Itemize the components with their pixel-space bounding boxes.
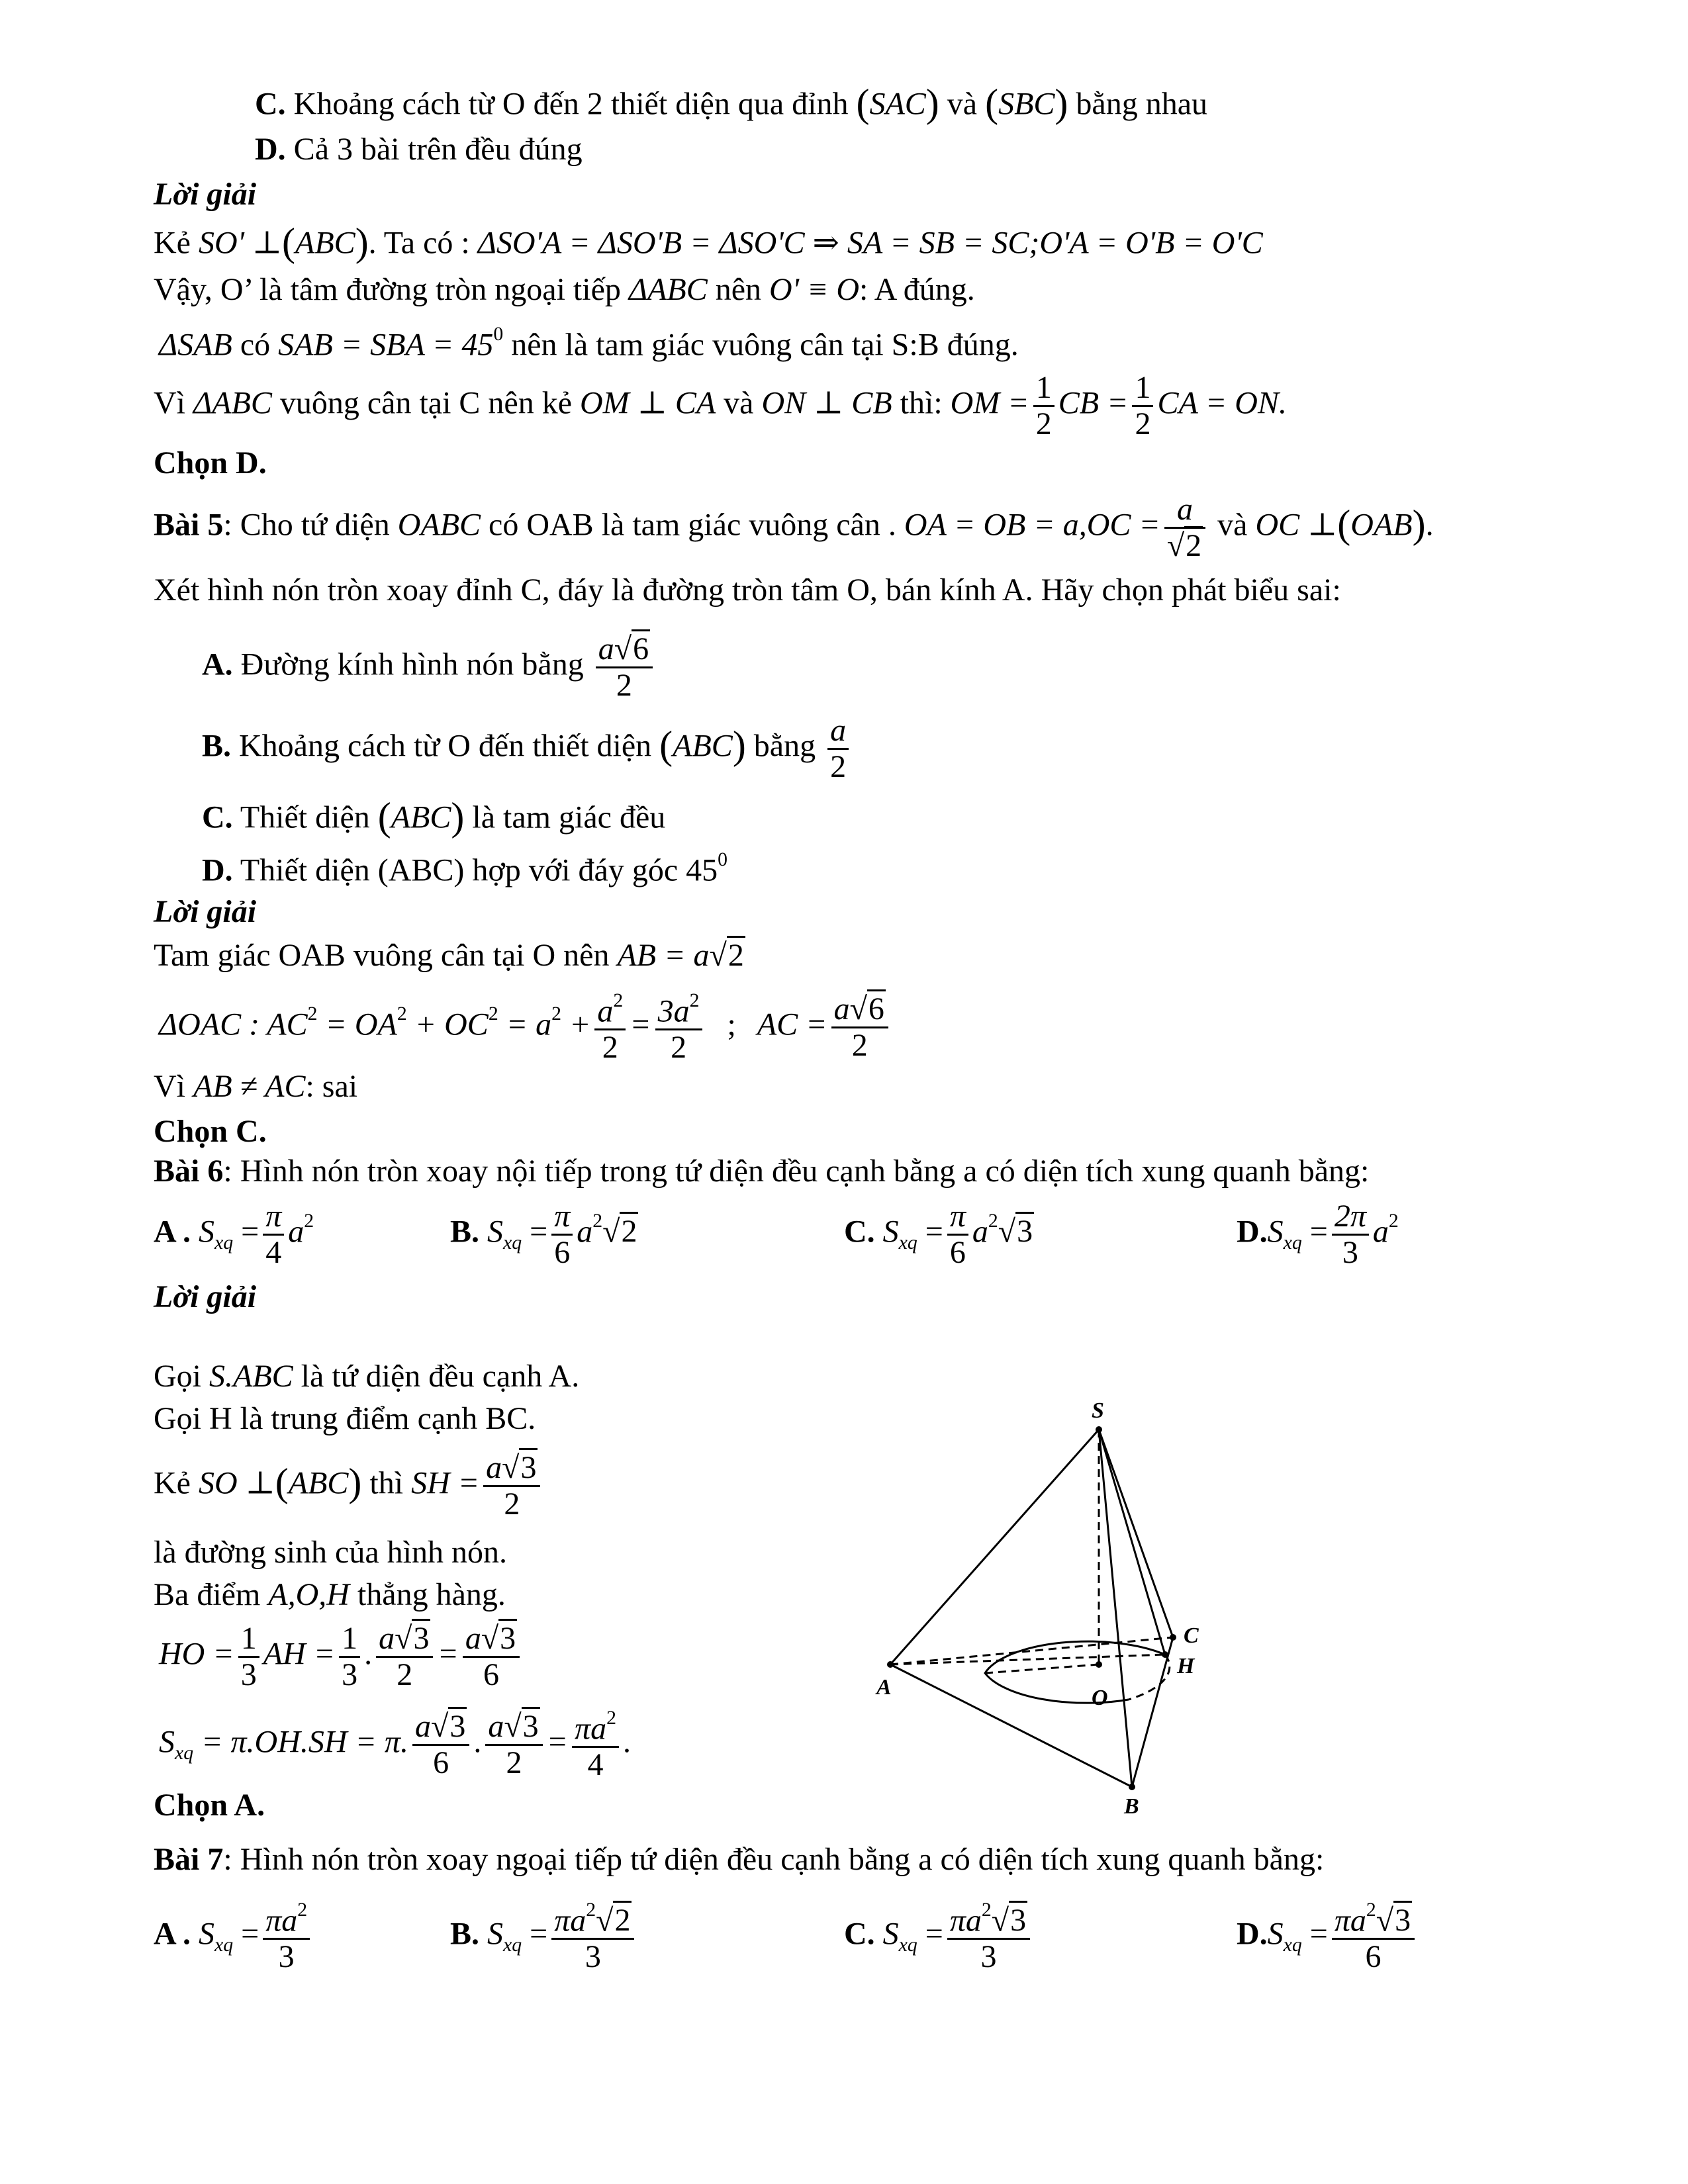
math-a: a bbox=[1372, 1214, 1389, 1250]
numerator: 2π bbox=[1332, 1199, 1369, 1236]
numerator: a bbox=[488, 1709, 504, 1745]
bai7-option-b bbox=[450, 1899, 638, 1974]
fraction-half bbox=[1033, 371, 1055, 441]
radius-hidden bbox=[985, 1664, 1099, 1673]
bai5-option-d bbox=[202, 848, 727, 889]
option-label: D. bbox=[1237, 1214, 1268, 1250]
option-label: A . bbox=[154, 1214, 191, 1250]
exponent: 2 bbox=[304, 1210, 314, 1232]
denominator: 2 bbox=[830, 749, 847, 784]
bai5-option-c: C. Thiết diện (ABC) là tam giác đều bbox=[202, 795, 666, 839]
exponent: 2 bbox=[551, 1003, 561, 1025]
numerator: π bbox=[551, 1199, 573, 1236]
math-a: a bbox=[288, 1214, 305, 1250]
radicand: 3 bbox=[522, 1707, 540, 1744]
radicand: 3 bbox=[1393, 1901, 1412, 1938]
fraction bbox=[1332, 1199, 1369, 1270]
exponent: 2 bbox=[981, 1899, 992, 1921]
text: thì: bbox=[900, 385, 943, 421]
option-label: B. bbox=[450, 1214, 480, 1250]
equals: = bbox=[437, 1636, 459, 1672]
radicand: 3 bbox=[1015, 1212, 1034, 1249]
subscript: xq bbox=[898, 1231, 917, 1253]
bai6-answer: Chọn A. bbox=[154, 1788, 265, 1823]
math-s: S bbox=[159, 1724, 175, 1760]
denominator: 2 bbox=[504, 1486, 520, 1522]
denominator: 4 bbox=[265, 1234, 282, 1270]
bai7-option-a bbox=[154, 1899, 314, 1974]
bai5-option-b: B. Khoảng cách từ O đến thiết diện (ABC) bằng $\frac{a}{2}$ bbox=[202, 713, 853, 784]
bai4-solution-line2 bbox=[154, 271, 975, 308]
option-label: C. bbox=[202, 799, 233, 835]
fraction bbox=[572, 1707, 619, 1782]
tetrahedron-figure bbox=[861, 1383, 1271, 1820]
fraction bbox=[238, 1621, 259, 1692]
math-congruent-triangles: ΔSO'A = ΔSO'B = ΔSO'C ⇒ SA = SB = SC;O'A = O'B = O'C bbox=[477, 225, 1263, 261]
numerator: πa bbox=[949, 1903, 982, 1938]
denominator: 2 bbox=[1035, 406, 1052, 441]
numerator: πa bbox=[554, 1903, 586, 1938]
numerator: π bbox=[263, 1199, 284, 1236]
equals: = bbox=[241, 1214, 259, 1250]
problem-label: Bài 6 bbox=[154, 1154, 224, 1189]
point-s bbox=[1096, 1426, 1102, 1433]
edge-sc bbox=[1099, 1430, 1173, 1637]
exponent: 2 bbox=[613, 989, 624, 1011]
option-label: D. bbox=[1237, 1916, 1268, 1952]
numerator: 1 bbox=[1033, 371, 1055, 407]
bai4-solution-line4 bbox=[154, 371, 1287, 441]
math-a: a bbox=[577, 1214, 593, 1250]
radicand: 3 bbox=[498, 1619, 517, 1656]
numerator: πa bbox=[1334, 1903, 1366, 1938]
radicand: 2 bbox=[613, 1901, 632, 1938]
math: = a bbox=[506, 1007, 552, 1042]
cone-base-back bbox=[1129, 1655, 1170, 1700]
math: AC = bbox=[757, 1007, 827, 1042]
dot: . bbox=[473, 1724, 482, 1760]
numerator: a bbox=[833, 991, 850, 1027]
label-b: B bbox=[1124, 1794, 1139, 1819]
math-s: S bbox=[199, 1214, 215, 1250]
math: = π.OH.SH = π. bbox=[201, 1724, 408, 1760]
bai5-solution-line2 bbox=[159, 990, 892, 1065]
math-ab-neq-ac: AB ≠ AC bbox=[193, 1069, 306, 1104]
subscript: xq bbox=[503, 1933, 522, 1956]
dot: . bbox=[364, 1636, 373, 1672]
option-text: Khoảng cách từ O đến 2 thiết diện qua đỉnh bbox=[293, 86, 849, 122]
text: thì bbox=[369, 1465, 404, 1501]
math: = OA bbox=[325, 1007, 397, 1042]
math-s: S bbox=[487, 1214, 504, 1250]
numerator: 1 bbox=[238, 1621, 259, 1658]
option-text: Đường kính hình nón bằng bbox=[240, 647, 584, 682]
option-label: C. bbox=[844, 1214, 875, 1250]
math-om-perp-ca: OM ⊥ CA bbox=[580, 385, 716, 421]
math-s: S bbox=[1267, 1916, 1284, 1952]
text: và bbox=[724, 385, 754, 421]
loi-giai-heading: Lời giải bbox=[154, 1279, 257, 1314]
denominator: 2 bbox=[1135, 406, 1151, 441]
option-label: B. bbox=[450, 1916, 480, 1952]
math-s: S bbox=[1267, 1214, 1284, 1250]
radicand: 2 bbox=[620, 1212, 638, 1249]
math: + OC bbox=[414, 1007, 489, 1042]
math-s: S bbox=[199, 1916, 215, 1952]
denominator: 2 bbox=[397, 1657, 413, 1692]
plane-oab: OAB bbox=[1350, 507, 1413, 543]
fraction: $\frac{\pi a^2√3}{6}$ bbox=[1332, 1899, 1415, 1974]
exponent: 2 bbox=[488, 1003, 498, 1025]
point-h bbox=[1162, 1651, 1168, 1658]
problem-label: Bài 7 bbox=[154, 1842, 224, 1877]
label-o: O bbox=[1092, 1686, 1108, 1710]
numerator: πa bbox=[575, 1711, 607, 1747]
fraction-a-over-sqrt2: $\frac{a}{√2}$ bbox=[1164, 492, 1205, 563]
exponent: 2 bbox=[397, 1003, 407, 1025]
math-aoh: A,O,H bbox=[268, 1577, 350, 1612]
fraction: $\frac{\pi a^2√2}{3}$ bbox=[551, 1899, 634, 1974]
math: = bbox=[630, 1007, 651, 1042]
fraction: $\frac{a√3}{2}$ bbox=[485, 1709, 542, 1780]
plane-abc: ABC bbox=[288, 1465, 349, 1501]
radicand: 3 bbox=[412, 1619, 430, 1656]
label-c: C bbox=[1184, 1623, 1199, 1648]
denominator: 3 bbox=[585, 1939, 601, 1975]
denominator: 6 bbox=[483, 1657, 499, 1692]
math-triangle-abc: ΔABC bbox=[193, 385, 272, 421]
word-and: và bbox=[947, 86, 978, 122]
math-angle-45: SAB = SBA = 45 bbox=[278, 327, 494, 363]
denominator: 2 bbox=[671, 1030, 687, 1066]
bai6-solution-line4: là đường sinh của hình nón. bbox=[154, 1535, 507, 1570]
text: nên bbox=[715, 272, 762, 307]
denominator: 4 bbox=[587, 1747, 604, 1783]
option-text: bằng bbox=[753, 728, 816, 764]
denominator: 6 bbox=[949, 1234, 966, 1270]
option-label: D. bbox=[255, 132, 286, 167]
math: CA = ON. bbox=[1157, 385, 1287, 421]
bai6-solution-line3: Kẻ SO ⊥(ABC) thì SH = $\frac{a√3}{2}$ bbox=[154, 1451, 544, 1522]
numerator: πa bbox=[265, 1903, 298, 1938]
math-sabc: S.ABC bbox=[209, 1359, 293, 1394]
fraction bbox=[339, 1621, 360, 1692]
option-label: A. bbox=[202, 647, 233, 682]
period: . bbox=[622, 1724, 631, 1760]
text: Gọi bbox=[154, 1359, 201, 1394]
subscript: xq bbox=[214, 1231, 234, 1253]
math: + bbox=[569, 1007, 591, 1042]
text: Ba điểm bbox=[154, 1577, 261, 1612]
fraction: $\frac{a√3}{2}$ bbox=[483, 1451, 540, 1522]
denominator: 2 bbox=[616, 667, 632, 703]
math-s: S bbox=[882, 1214, 899, 1250]
numerator: 3a bbox=[657, 993, 690, 1029]
exponent: 2 bbox=[988, 1210, 998, 1232]
denominator: 3 bbox=[980, 1939, 997, 1975]
equals: = bbox=[925, 1916, 943, 1952]
bai5-solution-line3 bbox=[154, 1068, 357, 1105]
denominator: 2 bbox=[851, 1027, 868, 1063]
text: Kẻ bbox=[154, 1465, 191, 1501]
denominator: 6 bbox=[554, 1234, 571, 1270]
point-a bbox=[887, 1661, 894, 1668]
math: AH = bbox=[263, 1636, 336, 1672]
fraction bbox=[263, 1899, 310, 1974]
text: Vì bbox=[154, 385, 185, 421]
math-so-perp: SO' ⊥ bbox=[198, 225, 283, 261]
text: có bbox=[240, 327, 271, 363]
loi-giai-heading: Lời giải bbox=[154, 177, 257, 212]
fraction: $\frac{a√3}{6}$ bbox=[463, 1621, 520, 1692]
text: Vì bbox=[154, 1069, 185, 1104]
bai6-option-d bbox=[1237, 1199, 1399, 1270]
math-oabc: OABC bbox=[397, 507, 481, 543]
point-c bbox=[1170, 1634, 1176, 1641]
problem-label: Bài 5 bbox=[154, 507, 224, 543]
radicand: 2 bbox=[1184, 526, 1203, 563]
fraction bbox=[655, 990, 702, 1065]
text: : A đúng. bbox=[859, 272, 975, 307]
label-h: H bbox=[1177, 1654, 1195, 1678]
bai5-question: Bài 5: Cho tứ diện OABC có OAB là tam giác vuông cân . OA = OB = a,OC = $\frac{a}{√2}$ và OC ⊥(OAB). bbox=[154, 492, 1434, 563]
math-triangle-abc: ΔABC bbox=[628, 272, 708, 307]
text: Tam giác OAB vuông cân tại O nên bbox=[154, 938, 610, 973]
fraction: $\frac{\pi a^2√3}{3}$ bbox=[947, 1899, 1030, 1974]
period: . bbox=[1425, 507, 1434, 543]
option-label: C. bbox=[844, 1916, 875, 1952]
subscript: xq bbox=[1283, 1933, 1302, 1956]
math-a: a bbox=[972, 1214, 988, 1250]
text: : Hình nón tròn xoay ngoại tiếp tứ diện đều cạnh bằng a có diện tích xung quanh bằng: bbox=[223, 1842, 1325, 1877]
cone-base-front bbox=[985, 1641, 1165, 1703]
numerator: a bbox=[1164, 492, 1205, 529]
math-s: S bbox=[487, 1916, 504, 1952]
text: là tứ diện đều cạnh A. bbox=[301, 1359, 580, 1394]
bai6-question bbox=[154, 1153, 1369, 1189]
math-s: S bbox=[882, 1916, 899, 1952]
bai6-solution-line1 bbox=[154, 1358, 579, 1394]
bai6-solution-line6 bbox=[159, 1621, 524, 1692]
denominator: 3 bbox=[342, 1657, 358, 1692]
math: HO = bbox=[159, 1636, 234, 1672]
bai4-option-c: C. Khoảng cách từ O đến 2 thiết diện qua đỉnh (SAC) và (SBC) bằng nhau bbox=[255, 81, 1208, 125]
numerator: a bbox=[486, 1450, 502, 1485]
numerator: 1 bbox=[339, 1621, 360, 1658]
equals: = bbox=[241, 1916, 259, 1952]
plane-abc: ABC bbox=[391, 799, 451, 835]
equals: = bbox=[530, 1916, 548, 1952]
text: Vậy, O’ là tâm đường tròn ngoại tiếp bbox=[154, 272, 621, 307]
numerator: 1 bbox=[1132, 371, 1153, 407]
text: : Hình nón tròn xoay nội tiếp trong tứ diện đều cạnh bằng a có diện tích xung quanh bằng: bbox=[223, 1154, 1370, 1189]
loi-giai-heading: Lời giải bbox=[154, 894, 257, 929]
denominator: 6 bbox=[433, 1745, 449, 1780]
option-label: C. bbox=[255, 86, 286, 122]
math-ab: AB = a bbox=[617, 938, 710, 973]
text: và bbox=[1217, 507, 1248, 543]
radicand: 3 bbox=[1009, 1901, 1027, 1938]
fraction: $\frac{a√3}{2}$ bbox=[376, 1621, 433, 1692]
fraction bbox=[947, 1199, 968, 1270]
option-label: A . bbox=[154, 1916, 191, 1952]
radicand: 3 bbox=[448, 1707, 467, 1744]
fraction: $\frac{a√6}{2}$ bbox=[831, 992, 888, 1063]
subscript: xq bbox=[503, 1231, 522, 1253]
label-a: A bbox=[876, 1675, 892, 1700]
equals: = bbox=[1309, 1916, 1328, 1952]
option-text: Khoảng cách từ O đến thiết diện bbox=[239, 728, 652, 764]
bai7-option-d bbox=[1237, 1899, 1419, 1974]
denominator: 3 bbox=[240, 1657, 257, 1692]
angle-value: 45 bbox=[686, 852, 718, 888]
radicand: 6 bbox=[867, 989, 886, 1026]
bai6-option-b: B. $S_{xq}$ = $\frac{\pi}{6}$ $a^2√2$ bbox=[450, 1199, 637, 1270]
option-tail: bằng nhau bbox=[1076, 86, 1208, 122]
math-on-perp-cb: ON ⊥ CB bbox=[761, 385, 892, 421]
fraction bbox=[594, 990, 626, 1065]
fraction: $\frac{a√3}{6}$ bbox=[412, 1709, 469, 1780]
plane-sac: SAC bbox=[869, 86, 926, 122]
bai6-option-a bbox=[154, 1199, 314, 1270]
option-text: Thiết diện (ABC) hợp với đáy góc bbox=[240, 852, 679, 888]
bai4-solution-line3 bbox=[159, 323, 1019, 363]
equals: = bbox=[925, 1214, 943, 1250]
fraction: $\frac{a√6}{2}$ bbox=[596, 632, 653, 703]
option-text: là tam giác đều bbox=[472, 799, 666, 835]
math-sh: SH = bbox=[411, 1465, 480, 1501]
edge-sa bbox=[890, 1430, 1099, 1664]
plane-sbc: SBC bbox=[998, 86, 1055, 122]
math-oc-perp: OC ⊥ bbox=[1255, 507, 1338, 543]
numerator: a bbox=[827, 713, 849, 750]
math: ΔOAC : AC bbox=[159, 1007, 308, 1042]
point-o bbox=[1096, 1661, 1102, 1668]
bai7-question bbox=[154, 1841, 1324, 1878]
math-equalities: OA = OB = a,OC = bbox=[904, 507, 1160, 543]
option-text: Thiết diện bbox=[240, 799, 370, 835]
subscript: xq bbox=[1283, 1231, 1302, 1253]
text: thẳng hàng. bbox=[357, 1577, 506, 1612]
denominator: 2 bbox=[602, 1030, 618, 1066]
fraction bbox=[827, 713, 849, 784]
bai4-answer: Chọn D. bbox=[154, 445, 267, 480]
text: nên là tam giác vuông cân tại S:B đúng. bbox=[511, 327, 1019, 363]
math-o-equiv: O' ≡ O bbox=[769, 272, 860, 307]
math: CB = bbox=[1058, 385, 1129, 421]
point-b bbox=[1129, 1784, 1135, 1790]
subscript: xq bbox=[214, 1933, 234, 1956]
plane-abc: ABC bbox=[673, 728, 733, 764]
fraction bbox=[551, 1199, 573, 1270]
equals: = bbox=[530, 1214, 548, 1250]
exponent: 2 bbox=[586, 1899, 596, 1921]
denominator: 2 bbox=[506, 1745, 522, 1780]
edge-ab bbox=[890, 1664, 1132, 1787]
label-s: S bbox=[1092, 1398, 1104, 1423]
exponent: 2 bbox=[1388, 1210, 1399, 1232]
text: : sai bbox=[305, 1069, 358, 1104]
degree-sup: 0 bbox=[493, 323, 504, 345]
math-triangle-sab: ΔSAB bbox=[159, 327, 232, 363]
fraction bbox=[263, 1199, 284, 1270]
exponent: 2 bbox=[606, 1707, 616, 1729]
text-ta-co: . Ta có : bbox=[368, 225, 470, 261]
exponent: 2 bbox=[1366, 1899, 1376, 1921]
radicand: 6 bbox=[632, 629, 650, 666]
numerator: π bbox=[947, 1199, 968, 1236]
option-text: Cả 3 bài trên đều đúng bbox=[293, 132, 583, 167]
bai5-solution-line1: Tam giác OAB vuông cân tại O nên AB = a√2 bbox=[154, 937, 745, 974]
fraction-half bbox=[1132, 371, 1153, 441]
exponent: 2 bbox=[689, 989, 700, 1011]
text: vuông cân tại C nên kẻ bbox=[279, 385, 573, 421]
denominator: 3 bbox=[1342, 1234, 1358, 1270]
text: có OAB là tam giác vuông cân . bbox=[489, 507, 896, 543]
bai5-question-line2: Xét hình nón tròn xoay đỉnh C, đáy là đường tròn tâm O, bán kính A. Hãy chọn phát biểu sai: bbox=[154, 572, 1341, 608]
bai5-option-a bbox=[202, 632, 657, 703]
numerator: a bbox=[465, 1621, 481, 1656]
edge-ac-hidden bbox=[890, 1637, 1173, 1664]
math-so-perp: SO ⊥ bbox=[198, 1465, 275, 1501]
equals: = bbox=[1309, 1214, 1328, 1250]
bai4-option-d bbox=[255, 131, 583, 167]
bai7-option-c bbox=[844, 1899, 1034, 1974]
text: : Cho tứ diện bbox=[223, 507, 390, 543]
numerator: a bbox=[379, 1621, 395, 1656]
option-label: B. bbox=[202, 728, 232, 764]
bai6-solution-line2: Gọi H là trung điểm cạnh BC. bbox=[154, 1401, 536, 1436]
bai6-solution-line5 bbox=[154, 1576, 506, 1613]
separator: ; bbox=[727, 1007, 736, 1042]
subscript: xq bbox=[175, 1741, 194, 1764]
exponent: 2 bbox=[592, 1210, 603, 1232]
edge-cb bbox=[1132, 1637, 1173, 1787]
numerator: a bbox=[414, 1709, 431, 1745]
bai6-solution-line7 bbox=[159, 1707, 631, 1782]
math: OM = bbox=[950, 385, 1029, 421]
bai5-answer: Chọn C. bbox=[154, 1114, 267, 1149]
plane-abc: ABC bbox=[295, 225, 355, 261]
exponent: 2 bbox=[297, 1899, 308, 1921]
exponent: 2 bbox=[307, 1003, 318, 1025]
radicand: 2 bbox=[727, 936, 745, 973]
degree-sup: 0 bbox=[718, 848, 727, 870]
radicand: 3 bbox=[519, 1448, 538, 1485]
segment-ah bbox=[890, 1655, 1165, 1664]
bai6-option-c: C. $S_{xq}$ = $\frac{\pi}{6}$ $a^2√3$ bbox=[844, 1199, 1033, 1270]
numerator: a bbox=[597, 993, 614, 1029]
word-ke: Kẻ bbox=[154, 225, 191, 261]
numerator: a bbox=[598, 631, 614, 666]
denominator: 6 bbox=[1365, 1939, 1382, 1975]
equals: = bbox=[546, 1724, 569, 1760]
bai4-solution-line1: Kẻ SO' ⊥(ABC). Ta có : ΔSO'A = ΔSO'B = ΔSO'C ⇒ SA = SB = SC;O'A = O'B = O'C bbox=[154, 220, 1263, 264]
denominator: 3 bbox=[278, 1939, 295, 1975]
option-label: D. bbox=[202, 852, 233, 888]
subscript: xq bbox=[898, 1933, 917, 1956]
